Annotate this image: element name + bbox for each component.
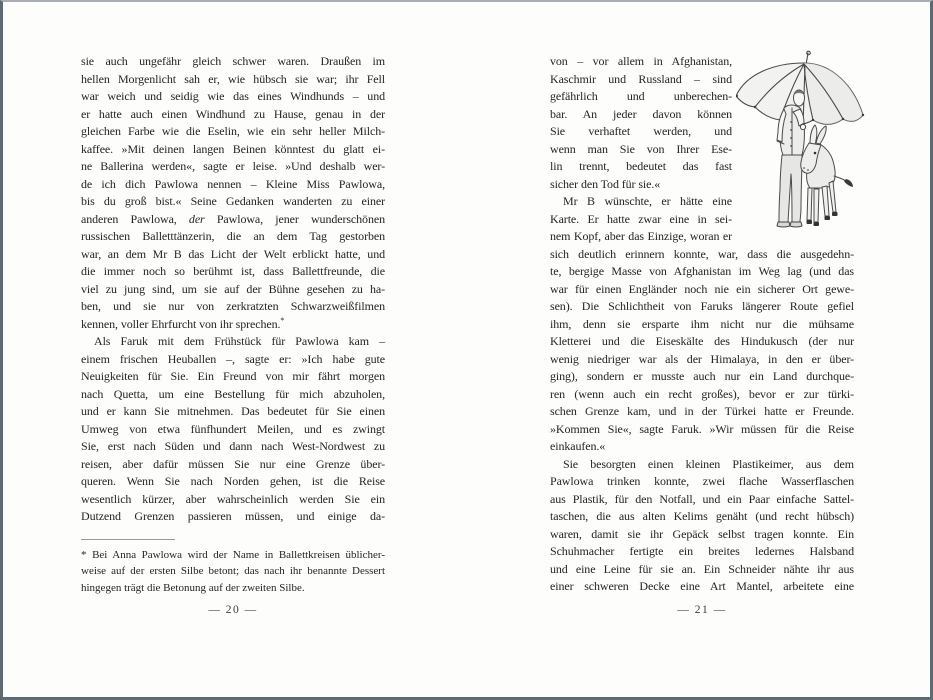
- page-number-right: — 21 —: [677, 604, 727, 616]
- text-line: sen). Die Schlichtheit von Faruks längerer Route gefiel: [550, 299, 854, 313]
- donkey-leg-hind-2: [829, 181, 836, 212]
- donkey: [801, 125, 853, 226]
- text-line: sich deutlich erinnern konnte, war, dass die ausgedehn-: [550, 246, 854, 261]
- text-line: Sie besorgten einen kleinen Plastikeimer, aus dem: [563, 456, 854, 471]
- left-page: [81, 53, 385, 673]
- text-line: Mr B wünschte, er hätte eine: [563, 194, 732, 208]
- text-line: te, bergige Masse von Afghanistan im Weg lag (und das: [550, 264, 854, 278]
- text-line: waren, damit sie ihr Gepäck selbst tragen konnte. Ein: [550, 526, 854, 541]
- text-line: Als Faruk mit dem Frühstück für Pawlowa kam –: [94, 334, 385, 348]
- donkey-leg-front-1: [807, 188, 812, 220]
- footnote: [81, 539, 385, 597]
- text-line: ren (wenn auch ein recht großes), bevor er zur türki-: [550, 386, 854, 401]
- text-line: sicher den Tod für sie.«: [550, 176, 661, 191]
- text-line: de ich dich Pawlowa nennen – Kleine Miss Pawlowa,: [81, 176, 385, 191]
- text-line: wenn man Sie von Ihrer Ese-: [550, 141, 732, 156]
- right-page-text-narrow: [550, 53, 732, 246]
- text-line: Karte. Er hatte zwar eine in sei-: [550, 211, 732, 226]
- donkey-far-ear: [816, 126, 826, 144]
- text-line: wenig niedriger war als der Himalaya, in den er über-: [550, 351, 854, 366]
- text-line: Neuigkeiten für Sie. Ein Freund von mir fährt morgen: [81, 369, 385, 383]
- text-line: hingegen trägt die Betonung auf der zweiten Silbe.: [81, 581, 305, 594]
- text-line: taschen, die aus alten Kelims genäht (und recht hübsch): [550, 509, 854, 523]
- donkey-nostril: [803, 167, 805, 169]
- text-line: war weich und seidig wie das eines Windhunds – und: [81, 89, 385, 103]
- right-page: [550, 53, 854, 673]
- text-line: »Kommen Sie«, sagte Faruk. »Wir müssen für die Reise: [550, 421, 854, 436]
- text-line: anderen Pawlowa, der Pawlowa, jener wunderschönen: [81, 211, 385, 226]
- text-line: gleichen Farbe wie die Eselin, wie ein sehr heller Milch-: [81, 124, 385, 138]
- text-line: einer schweren Decke eine Art Mantel, arbeitete eine: [550, 579, 854, 593]
- donkey-leg-hind-1: [822, 186, 829, 216]
- donkey-eye: [814, 152, 817, 155]
- text-line: reisen, aber dafür müssen Sie nur eine Grenze über-: [81, 456, 385, 471]
- text-line: ben, und sie nur von zerkratzten Schwarzweißfilmen: [81, 299, 385, 313]
- man-trousers: [779, 155, 802, 222]
- donkey-near-ear: [810, 125, 817, 145]
- donkey-tail-tuft: [844, 179, 853, 187]
- text-line: Umweg von etwa fünfhundert Meilen, und es zwingt: [81, 421, 385, 436]
- text-line: er hatte auch einen Windhund zu Hause, genau in der: [81, 106, 385, 121]
- text-line: lin trennt, bedeutet das fast: [550, 159, 732, 173]
- text-line: von – vor allem in Afghanistan,: [550, 54, 732, 68]
- left-page-text: [81, 53, 385, 526]
- text-line: Kletterei und die Eiseskälte des Hindukusch (der nur: [550, 334, 854, 348]
- text-line: viel zu jung sind, um sie auf der Bühne gesehen zu ha-: [81, 281, 385, 296]
- text-line: nach Quetta, um eine Bestellung für mich abzuholen,: [81, 386, 385, 401]
- text-line: hellen Morgenlicht sah er, wie hübsch sie war; ihr Fell: [81, 71, 385, 86]
- text-line: Schuhmacher fertigte ein breites ledernes Halsband: [550, 544, 854, 558]
- donkey-nostril-2: [807, 169, 809, 171]
- footnote-text: [81, 547, 385, 597]
- text-line: und er kann Sie mitnehmen. Das bedeutet für Sie einen: [81, 404, 385, 418]
- man-hand: [800, 124, 805, 129]
- text-line: die immer noch so berühmt ist, dass Ballettfreunde, die: [81, 264, 385, 278]
- text-line: ne Ballerina werden«, sagte er leise. »Und deshalb wer-: [81, 159, 385, 173]
- text-line: kennen, voller Ehrfurcht von ihr sprechen.*: [81, 315, 285, 331]
- text-line: Kaschmir und Russland – sind: [550, 71, 732, 86]
- text-line: Sie verhaftet werden, und: [550, 124, 732, 138]
- text-line: einkaufen.«: [550, 439, 606, 453]
- text-line: Pawlowa trinken konnte, zwei flache Wasserflaschen: [550, 474, 854, 488]
- text-line: sie auch ungefähr gleich schwer waren. Draußen im: [81, 54, 385, 68]
- text-line: queren. Wenn Sie nach Norden gehen, ist die Reise: [81, 474, 385, 488]
- text-line: Dutzend Grenzen passieren müssen, und einige da-: [81, 509, 385, 523]
- text-line: ging), sondern er musste auch nur ein Land durchque-: [550, 369, 854, 383]
- text-line: war für einen Engländer noch nie ein sicherer Ort gewe-: [550, 281, 854, 296]
- text-line: weise auf der ersten Silbe betont; das nach ihr benannte Dessert: [81, 565, 385, 577]
- text-line: bar. An jeder davon können: [550, 106, 732, 121]
- text-line: bis du groß bist.« Seine Gedanken wanderten zu einer: [81, 194, 385, 208]
- text-line: * Bei Anna Pawlowa wird der Name in Ballettkreisen üblicher-: [81, 548, 385, 561]
- text-line: einem frischen Heuballen –, sagte er: »Ich habe gute: [81, 351, 385, 366]
- footnote-rule: [81, 539, 175, 540]
- text-line: russischen Balletttänzerin, die an dem Tag gestorben: [81, 229, 385, 243]
- donkey-leg-front-2: [814, 189, 819, 222]
- umbrella-donkey-drawing: [736, 50, 866, 228]
- text-line: gefährlich und unberechen-: [550, 89, 732, 103]
- text-line: war, an dem Mr B das Licht der Welt erblickt hatte, und: [81, 246, 385, 261]
- text-line: und eine Leine für sie an. Ein Schneider nähte ihr aus: [550, 561, 854, 576]
- page-number-left: — 20 —: [208, 604, 258, 616]
- text-line: kaffee. »Mit deinen langen Beinen könntest du glatt ei-: [81, 141, 385, 156]
- text-line: wesentlich kürzer, aber wahrscheinlich werden Sie ein: [81, 491, 385, 506]
- text-line: nem Kopf, aber das Einzige, woran er: [550, 229, 732, 243]
- text-line: Sie, erst nach Süden und dann nach West-Nordwest zu: [81, 439, 385, 453]
- man-shoe-right: [790, 222, 802, 227]
- man-shoe-left: [777, 222, 790, 227]
- illustration-man-umbrella-donkey: [736, 50, 866, 228]
- text-line: schen Grenze kam, und in der Türkei hatte er Freunde.: [550, 404, 854, 418]
- right-page-text-wide: [550, 246, 854, 596]
- text-line: ihm, denn sie ersparte ihm nicht nur die mühsame: [550, 316, 854, 331]
- text-line: aus Plastik, für den Notfall, und ein Paar einfache Sattel-: [550, 491, 854, 506]
